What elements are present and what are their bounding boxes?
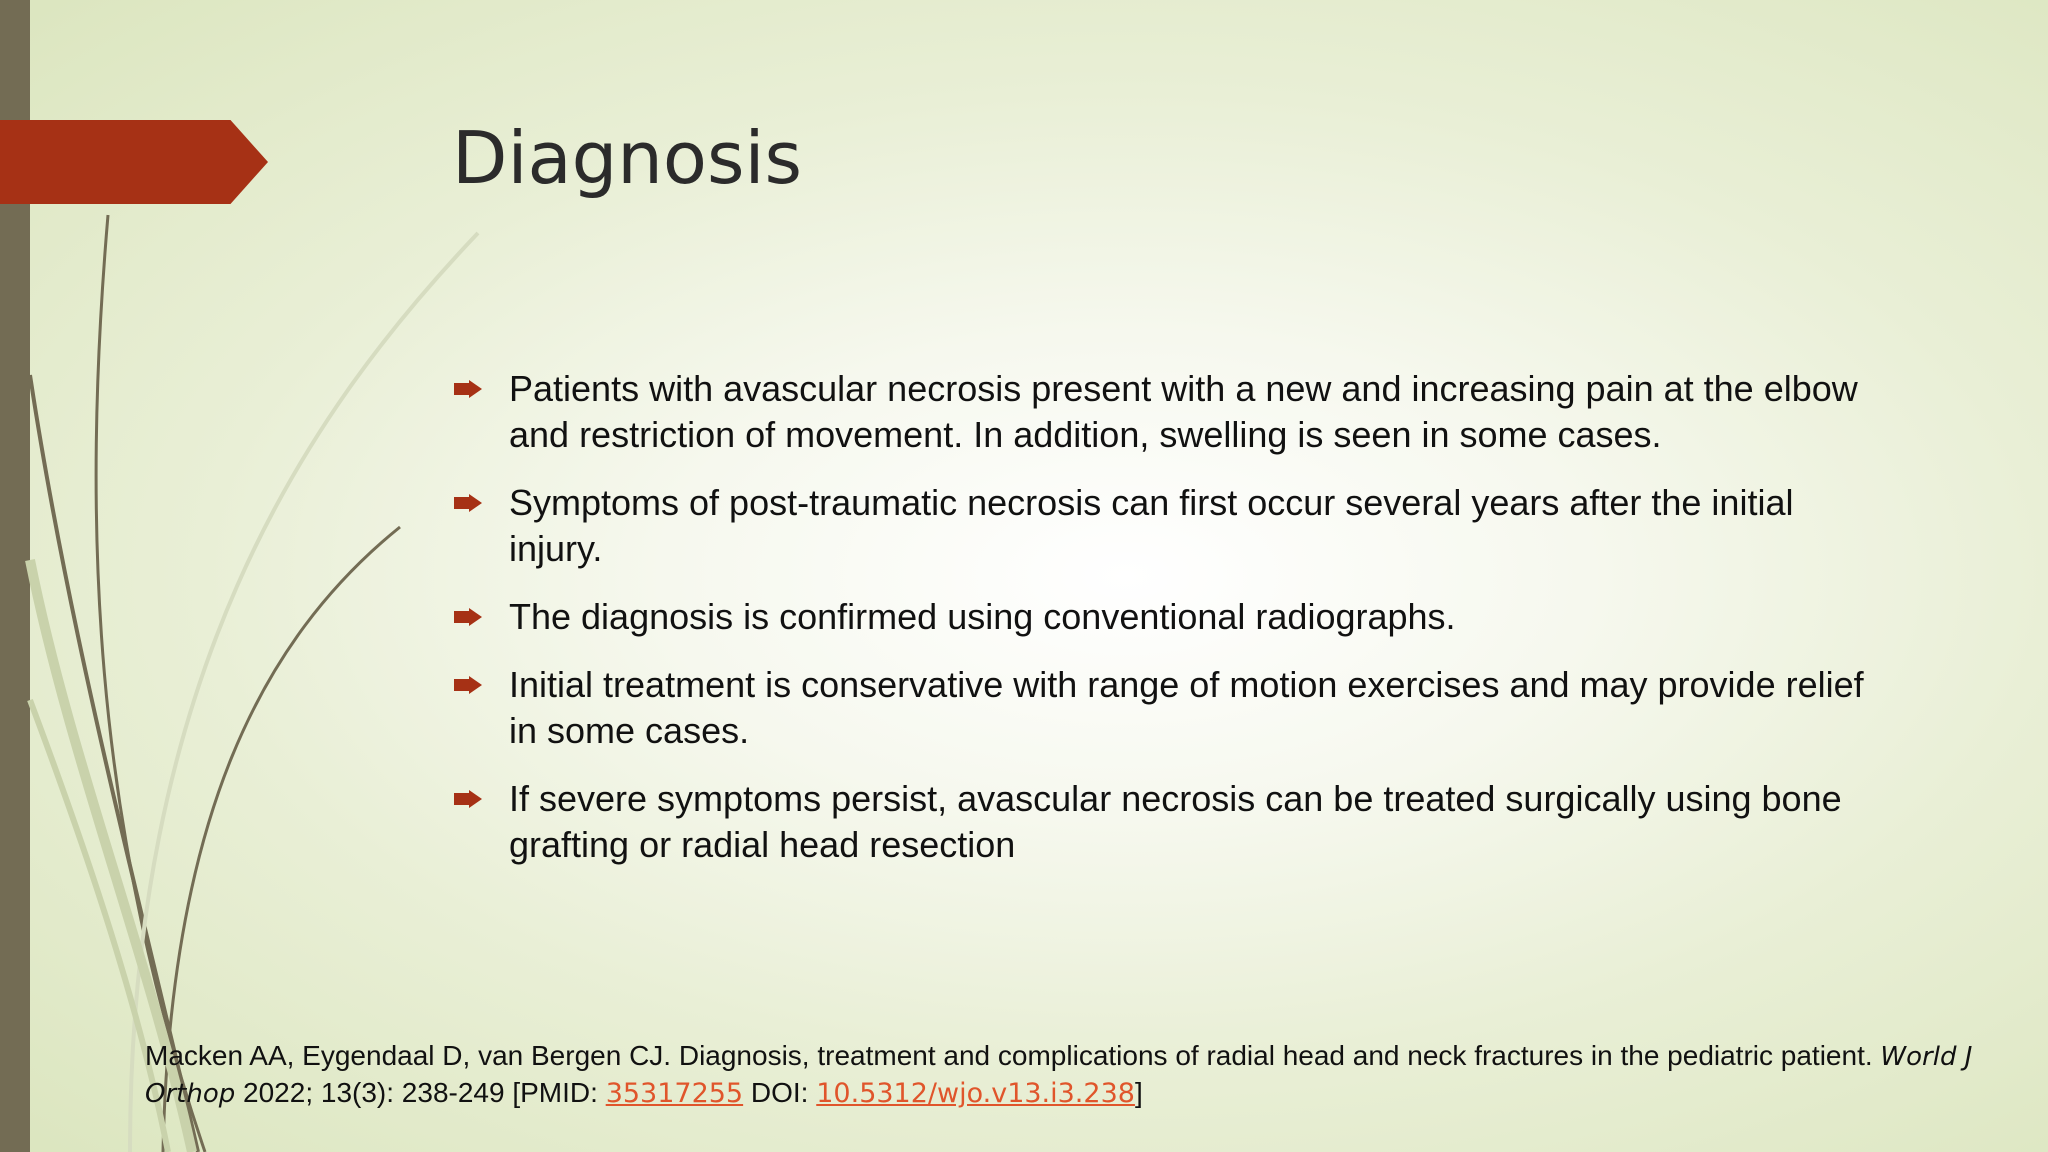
arrow-right-bullet-icon (454, 494, 482, 512)
reference-journal: World J Orthop (145, 1042, 1973, 1109)
bullet-item-2 (452, 480, 1892, 572)
bullet-text: Patients with avascular necrosis present with a new and increasing pain at the elbow and restriction of movement. In addition, swelling is seen in some cases. (509, 368, 1858, 455)
bullet-item-3 (452, 594, 1892, 640)
bullet-text: Initial treatment is conservative with range of motion exercises and may provide relief in some cases. (509, 664, 1864, 751)
reference-citation (145, 1038, 2015, 1112)
doi-link[interactable]: 10.5312/wjo.v13.i3.238 (816, 1078, 1135, 1109)
pmid-link[interactable]: 35317255 (605, 1078, 744, 1109)
arrow-right-bullet-icon (454, 676, 482, 694)
reference-closing-bracket: ] (1134, 1077, 1143, 1108)
arrow-right-bullet-icon (454, 608, 482, 626)
bullet-item-5 (452, 776, 1892, 868)
bullet-item-4 (452, 662, 1892, 754)
slide-title: Diagnosis (452, 116, 802, 200)
bullet-item-1 (452, 366, 1892, 458)
bullet-text: The diagnosis is confirmed using conventional radiographs. (509, 596, 1456, 637)
doi-label: DOI: (750, 1077, 809, 1108)
bullet-list (452, 366, 1892, 890)
bullet-text: Symptoms of post-traumatic necrosis can first occur several years after the initial injury. (509, 482, 1794, 569)
reference-authors-title: Macken AA, Eygendaal D, van Bergen CJ. Diagnosis, treatment and complications of radial head and neck fractures in the pediatric patient. (145, 1040, 1873, 1071)
reference-details: 2022; 13(3): 238-249 [PMID: (243, 1077, 598, 1108)
arrow-right-bullet-icon (454, 790, 482, 808)
bullet-text: If severe symptoms persist, avascular necrosis can be treated surgically using bone grafting or radial head resection (509, 778, 1842, 865)
title-accent-arrow (0, 120, 268, 204)
arrow-right-bullet-icon (454, 380, 482, 398)
